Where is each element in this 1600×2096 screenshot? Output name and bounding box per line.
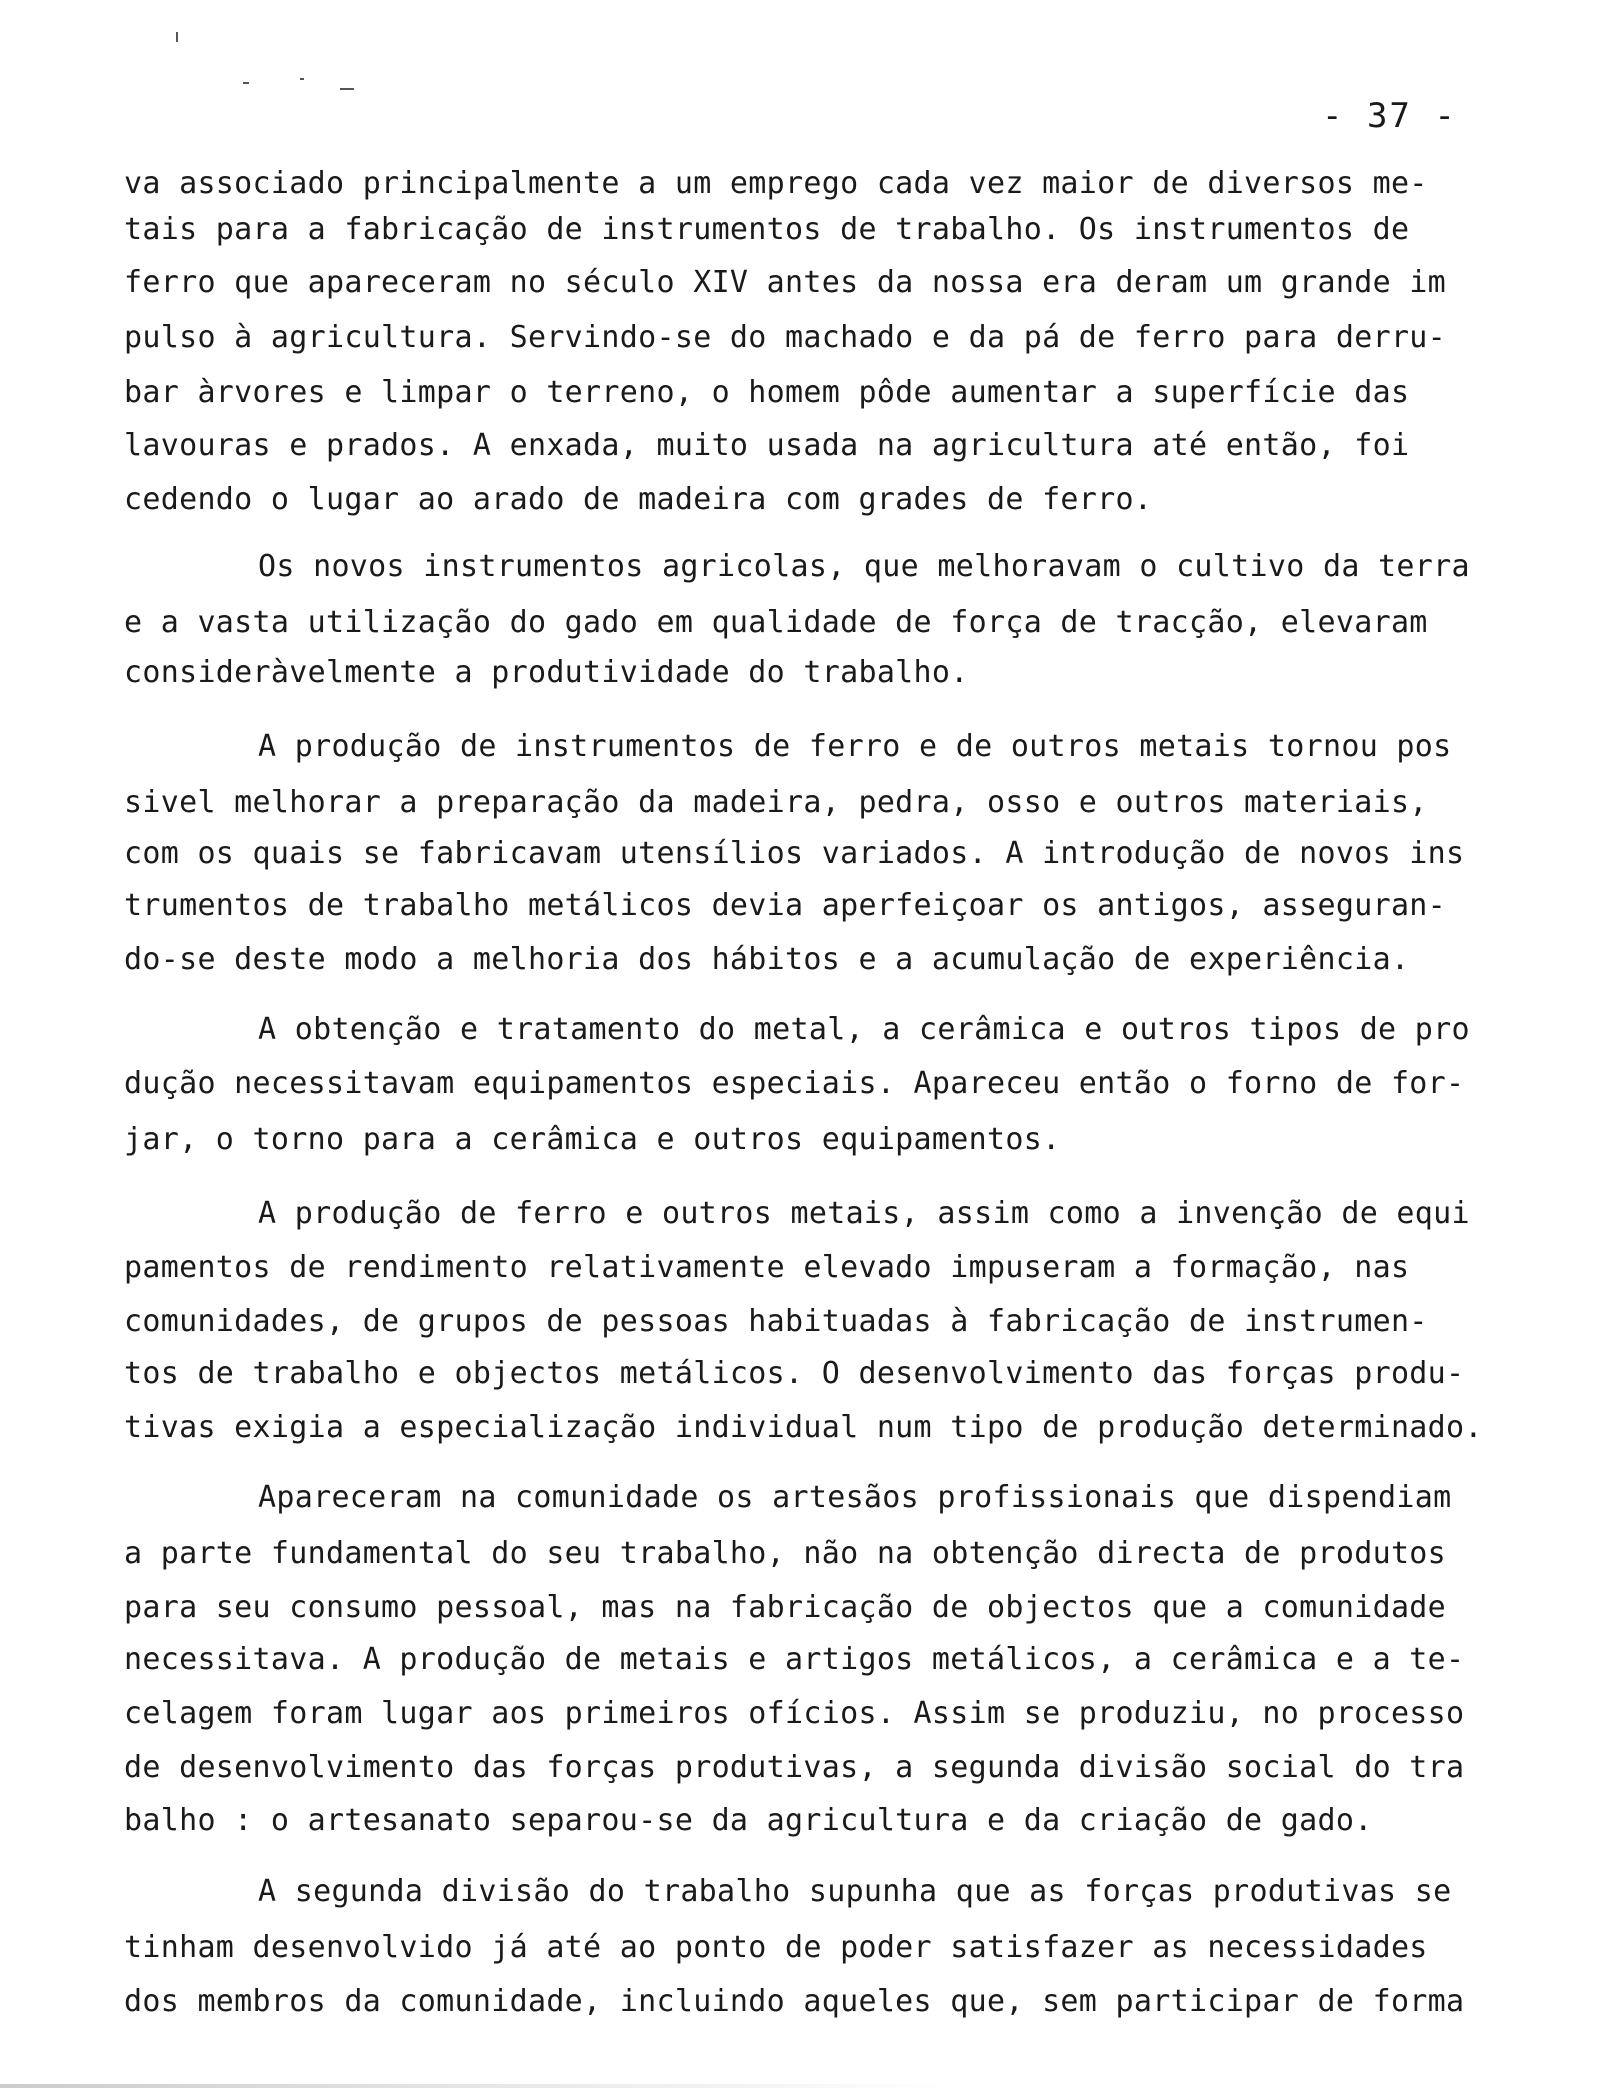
scan-edge bbox=[0, 2084, 1600, 2088]
scan-speck bbox=[176, 32, 178, 42]
scan-speck bbox=[243, 82, 249, 84]
text-line: consideràvelmente a produtividade do trabalho. bbox=[124, 655, 969, 690]
text-line: Apareceram na comunidade os artesãos profissionais que dispendiam bbox=[258, 1480, 1452, 1515]
text-line: A segunda divisão do trabalho supunha que as forças produtivas se bbox=[258, 1874, 1452, 1909]
text-line: jar, o torno para a cerâmica e outros equipamentos. bbox=[124, 1122, 1061, 1157]
text-line: A obtenção e tratamento do metal, a cerâmica e outros tipos de pro bbox=[258, 1012, 1470, 1047]
text-line: balho : o artesanato separou-se da agricultura e da criação de gado. bbox=[124, 1803, 1373, 1838]
text-line: comunidades, de grupos de pessoas habituadas à fabricação de instrumen- bbox=[124, 1304, 1428, 1339]
text-line: pulso à agricultura. Servindo-se do machado e da pá de ferro para derru- bbox=[124, 320, 1447, 355]
text-line: A produção de ferro e outros metais, assim como a invenção de equi bbox=[258, 1196, 1470, 1231]
scan-speck bbox=[340, 88, 354, 90]
text-line: do-se deste modo a melhoria dos hábitos e a acumulação de experiência. bbox=[124, 942, 1410, 977]
text-line: lavouras e prados. A enxada, muito usada na agricultura até então, foi bbox=[124, 428, 1410, 463]
text-line: tos de trabalho e objectos metálicos. O desenvolvimento das forças produ- bbox=[124, 1356, 1465, 1391]
page-number: - 37 - bbox=[1322, 96, 1457, 136]
text-line: tivas exigia a especialização individual num tipo de produção determinado. bbox=[124, 1410, 1483, 1445]
text-line: bar àrvores e limpar o terreno, o homem pôde aumentar a superfície das bbox=[124, 375, 1410, 410]
text-line: com os quais se fabricavam utensílios variados. A introdução de novos ins bbox=[124, 836, 1465, 871]
text-line: e a vasta utilização do gado em qualidade de força de tracção, elevaram bbox=[124, 605, 1428, 640]
scan-speck bbox=[300, 78, 304, 80]
text-line: va associado principalmente a um emprego cada vez maior de diversos me- bbox=[124, 166, 1428, 201]
text-line: sivel melhorar a preparação da madeira, pedra, osso e outros materiais, bbox=[124, 785, 1428, 820]
text-line: de desenvolvimento das forças produtivas, a segunda divisão social do tra bbox=[124, 1750, 1465, 1785]
text-line: dos membros da comunidade, incluindo aqueles que, sem participar de forma bbox=[124, 1984, 1465, 2019]
text-line: tinham desenvolvido já até ao ponto de poder satisfazer as necessidades bbox=[124, 1930, 1428, 1965]
text-line: trumentos de trabalho metálicos devia aperfeiçoar os antigos, asseguran- bbox=[124, 888, 1447, 923]
text-line: cedendo o lugar ao arado de madeira com grades de ferro. bbox=[124, 482, 1153, 517]
text-line: pamentos de rendimento relativamente elevado impuseram a formação, nas bbox=[124, 1250, 1410, 1285]
text-line: A produção de instrumentos de ferro e de outros metais tornou pos bbox=[258, 729, 1452, 764]
text-line: a parte fundamental do seu trabalho, não na obtenção directa de produtos bbox=[124, 1536, 1447, 1571]
text-line: dução necessitavam equipamentos especiais. Apareceu então o forno de for- bbox=[124, 1066, 1465, 1101]
text-line: necessitava. A produção de metais e artigos metálicos, a cerâmica e a te- bbox=[124, 1642, 1465, 1677]
text-line: para seu consumo pessoal, mas na fabricação de objectos que a comunidade bbox=[124, 1590, 1447, 1625]
text-line: celagem foram lugar aos primeiros ofícios. Assim se produziu, no processo bbox=[124, 1696, 1465, 1731]
text-line: tais para a fabricação de instrumentos de trabalho. Os instrumentos de bbox=[124, 212, 1410, 247]
text-line: ferro que apareceram no século XIV antes da nossa era deram um grande im bbox=[124, 265, 1447, 300]
text-line: Os novos instrumentos agricolas, que melhoravam o cultivo da terra bbox=[258, 549, 1470, 584]
